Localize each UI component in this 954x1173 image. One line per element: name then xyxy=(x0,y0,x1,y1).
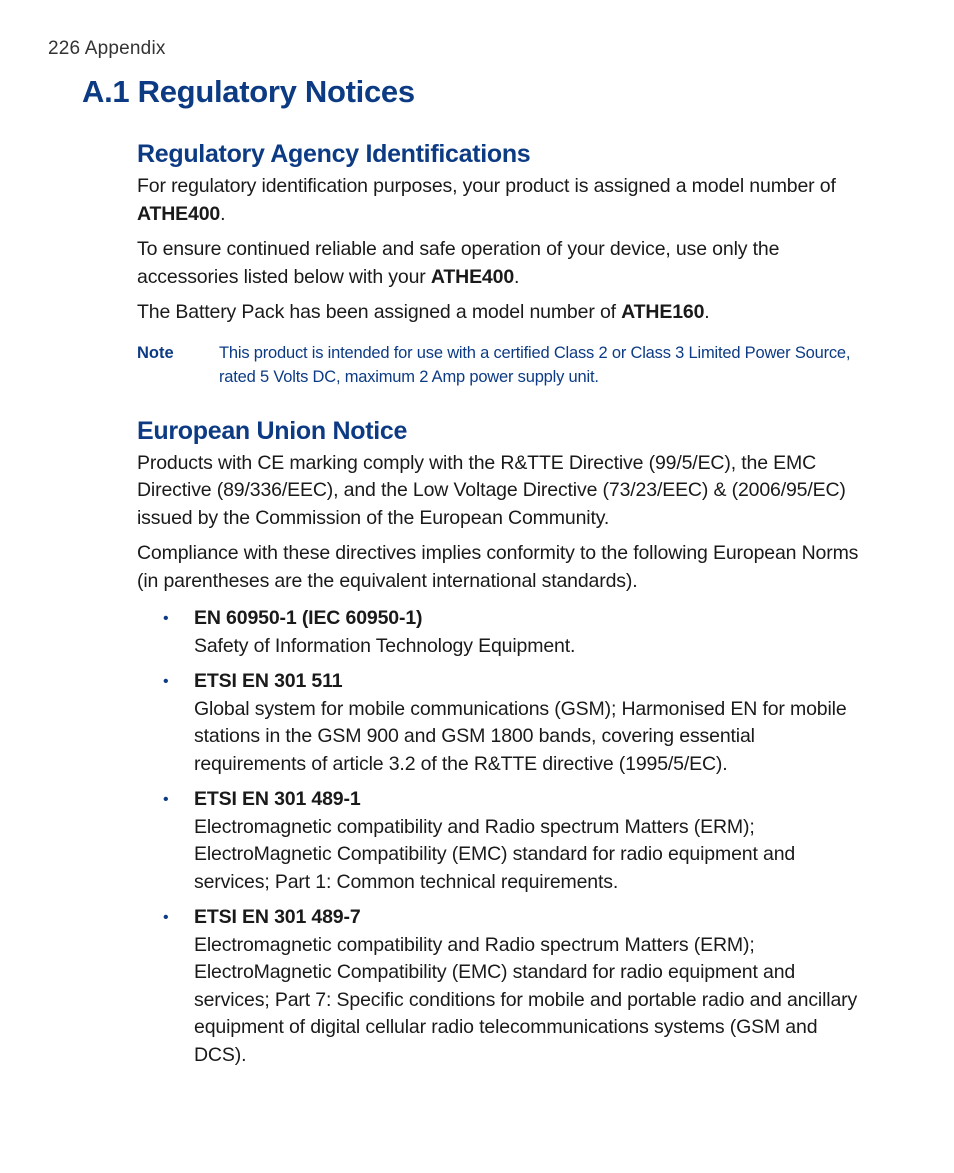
running-header: 226 Appendix xyxy=(48,38,166,59)
battery-model-number: ATHE160 xyxy=(621,301,705,323)
model-number: ATHE400 xyxy=(137,202,221,225)
punctuation: . xyxy=(514,265,520,288)
standard-description: Electromagnetic compatibility and Radio spectrum Matters (ERM); ElectroMagnetic Compatibility (EMC) standard for radio equipment and services; Part 7: Specific conditions for mobile and portable radio and ancillary equipment of digital cellular radio telecommunications systems (GSM and DCS). xyxy=(194,933,858,1066)
note-label: Note xyxy=(137,343,174,362)
bullet-icon: • xyxy=(163,909,169,926)
standards-list xyxy=(137,605,861,1069)
section-regulatory-agency xyxy=(137,138,861,389)
note-text: This product is intended for use with a certified Class 2 or Class 3 Limited Power Source, rated 5 Volts DC, maximum 2 Amp power supply unit. xyxy=(219,343,851,386)
list-item xyxy=(137,904,861,1069)
page-content xyxy=(137,138,861,1077)
bullet-icon: • xyxy=(163,791,169,808)
paragraph-battery-pack xyxy=(137,299,861,327)
punctuation: . xyxy=(220,202,226,225)
standard-code: EN 60950-1 (IEC 60950-1) xyxy=(194,607,423,629)
section-european-union xyxy=(137,415,861,1070)
standard-description: Electromagnetic compatibility and Radio spectrum Matters (ERM); ElectroMagnetic Compatibility (EMC) standard for radio equipment and services; Part 1: Common technical requirements. xyxy=(194,815,796,893)
chapter-title: A.1 Regulatory Notices xyxy=(82,74,415,109)
paragraph-accessories xyxy=(137,236,861,291)
section-title-european-union: European Union Notice xyxy=(137,416,408,445)
model-number: ATHE400 xyxy=(430,265,515,288)
note-block xyxy=(137,341,861,389)
section-title-regulatory-agency: Regulatory Agency Identifications xyxy=(137,140,531,168)
paragraph-model-number xyxy=(137,173,861,228)
paragraph-text: For regulatory identification purposes, your product is assigned a model number of xyxy=(137,175,836,197)
bullet-icon: • xyxy=(163,673,169,690)
standard-code: ETSI EN 301 511 xyxy=(194,670,343,692)
paragraph-ce-marking: Products with CE marking comply with the R&TTE Directive (99/5/EC), the EMC Directive (89/336/EEC), and the Low Voltage Directive (73/23/EEC) & (2006/95/EC) issued by the Commission of the European Community. xyxy=(137,451,846,529)
list-item xyxy=(137,668,861,778)
paragraph-compliance: Compliance with these directives implies conformity to the following European Norms (in parentheses are the equivalent international standards). xyxy=(137,542,859,592)
paragraph-text: To ensure continued reliable and safe operation of your device, use only the accessories listed below with your xyxy=(137,238,780,288)
paragraph-text: The Battery Pack has been assigned a model number of xyxy=(137,301,622,323)
standard-code: ETSI EN 301 489-1 xyxy=(194,788,361,810)
list-item xyxy=(137,786,861,896)
standard-code: ETSI EN 301 489-7 xyxy=(194,906,361,928)
list-item xyxy=(137,605,861,660)
standard-description: Safety of Information Technology Equipment. xyxy=(194,634,576,657)
bullet-icon: • xyxy=(163,610,169,627)
punctuation: . xyxy=(704,301,710,323)
standard-description: Global system for mobile communications (GSM); Harmonised EN for mobile stations in the GSM 900 and GSM 1800 bands, covering essential requirements of article 3.2 of the R&TTE directive (1995/5/EC). xyxy=(194,697,847,775)
